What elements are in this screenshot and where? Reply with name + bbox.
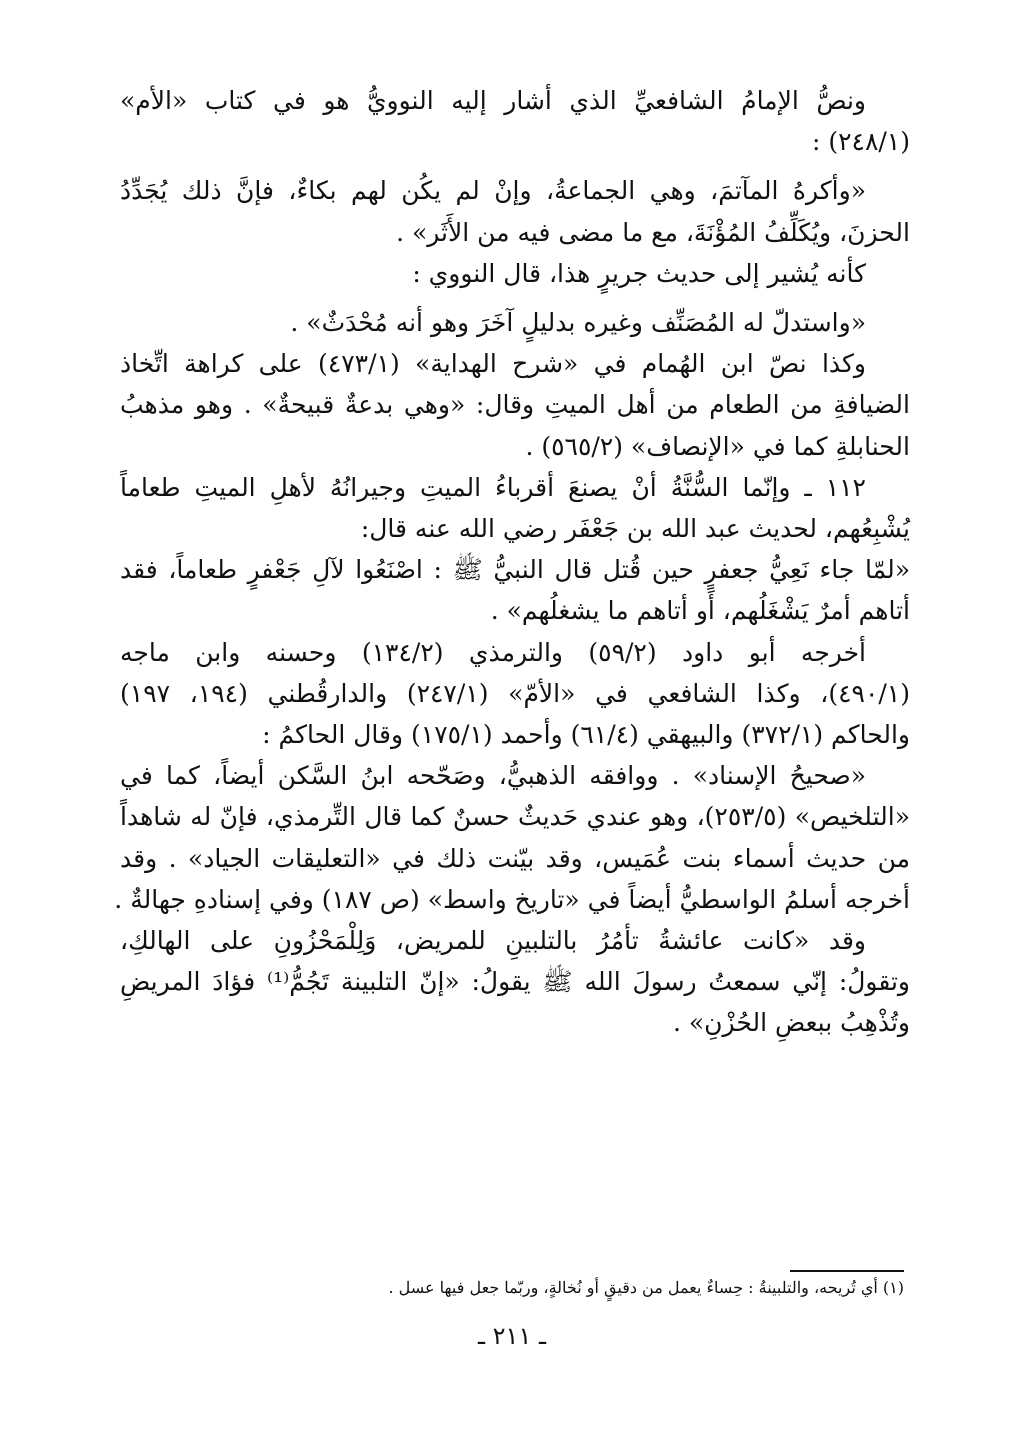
numbered-paragraph-line: ١١٢ ـ وإنّما السُّنَّةُ أنْ يصنعَ أقرباءُ الميتِ وجيرانُهُ لأهلِ الميتِ طعاماً [120, 472, 866, 502]
takhrij-line: أخرجه أبو داود (٥٩/٢) والترمذي (١٣٤/٢) وحسنه وابن ماجه [120, 637, 866, 667]
takhrij-line: «صحيحُ الإسناد» . ووافقه الذهبيُّ، وصَحّحه ابنُ السَّكن أيضاً، كما في [120, 761, 866, 791]
text-line: وكذا نصّ ابن الهُمام في «شرح الهداية» (٤٧٣/١) على كراهة اتِّخاذ [120, 349, 866, 379]
takhrij-line: أخرجه أسلمُ الواسطيُّ أيضاً في «تاريخ واسط» (ص ١٨٧) وفي إسنادهِ جهالةٌ . [114, 884, 910, 914]
footnote-divider [790, 1270, 904, 1272]
quote-line: «واستدلّ له المُصَنِّف وغيره بدليلٍ آخَرَ وهو أنه مُحْدَثٌ» . [290, 308, 866, 338]
main-text [114, 80, 910, 1044]
footnote: (١) أي تُريحه، والتلبينةُ : حِساءٌ يعمل من دقيقٍ أو نُخالةٍ، وربّما جعل فيها عسل . [388, 1278, 904, 1297]
page-number: ـ ٢١١ ـ [477, 1322, 546, 1350]
text-line: الضيافةِ من الطعام من أهل الميتِ وقال: «وهي بدعةٌ قبيحةٌ» . وهو مذهبُ [120, 390, 910, 420]
takhrij-line: (٤٩٠/١)، وكذا الشافعي في «الأمّ» (٢٤٧/١) والدارقُطني (١٩٤، ١٩٧) [120, 678, 910, 708]
takhrij-line: من حديث أسماء بنت عُمَيس، وقد بيّنت ذلك في «التعليقات الجياد» . وقد [120, 843, 910, 873]
hadith-line: أتاهم أمرٌ يَشْغَلُهم، أَو أتاهم ما يشغلُهم» . [490, 596, 910, 626]
quote-line: «وأكرهُ المآتمَ، وهي الجماعةُ، وإنْ لم يكُن لهم بكاءٌ، فإنَّ ذلك يُجَدِّدُ [120, 176, 866, 206]
takhrij-line: والحاكم (٣٧٢/١) والبيهقي (٦١/٤) وأحمد (١٧٥/١) وقال الحاكمُ : [262, 720, 910, 750]
text-line: ونصُّ الإمامُ الشافعيِّ الذي أشار إليه النوويُّ هو في كتاب «الأم» [120, 86, 866, 115]
text-line: وقد «كانت عائشةُ تأمُرُ بالتلبينِ للمريض، وَلِلْمَحْزُونِ على الهالكِ، [120, 926, 866, 956]
text-line: وتُذْهِبُ ببعضِ الحُزْنِ» . [672, 1008, 910, 1038]
text-line: الحنابلةِ كما في «الإنصاف» (٥٦٥/٢) . [525, 431, 910, 461]
takhrij-line: «التلخيص» (٢٥٣/٥)، وهو عندي حَديثٌ حسنٌ كما قال التِّرمذي، فإنّ له شاهداً [120, 802, 910, 832]
text-line: يُشْبِعُهم، لحديث عبد الله بن جَعْفَر رضي الله عنه قال: [360, 514, 910, 544]
hadith-line: «لمّا جاء نَعِيُّ جعفرٍ حين قُتل قال النبيُّ ﷺ : اصْنَعُوا لآلِ جَعْفرٍ طعاماً، فقد [120, 555, 910, 585]
quote-line: الحزنَ، ويُكَلِّفُ المُؤْنَةَ، مع ما مضى فيه من الأَثَر» . [396, 217, 910, 247]
text-line: كأنه يُشير إلى حديث جريرٍ هذا، قال النووي : [412, 258, 866, 288]
text-line: وتقولُ: إنّي سمعتُ رسولَ الله ﷺ يقولُ: «إنّ التلبينة تَجُمُّ⁽¹⁾ فؤادَ المريضِ [120, 967, 910, 997]
text-line: (٢٤٨/١) : [811, 127, 910, 157]
